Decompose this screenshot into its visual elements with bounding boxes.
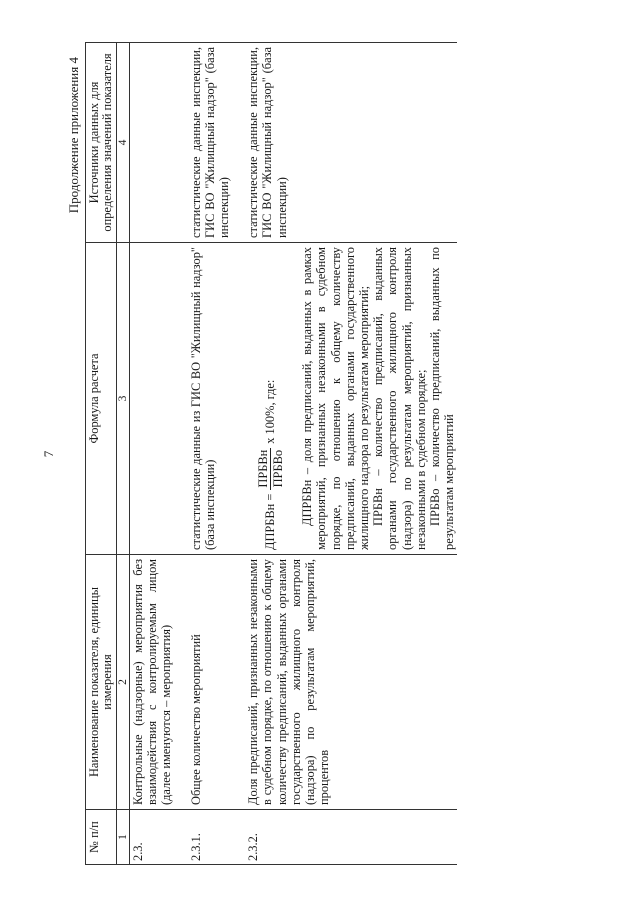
formula	[250, 247, 290, 550]
formula-denominator: ПРБВо	[270, 449, 285, 488]
column-numbers-row	[117, 43, 130, 865]
row-number: 2.3.2.	[232, 810, 457, 865]
formula-fraction	[256, 448, 285, 490]
table-row	[232, 43, 457, 865]
table-row	[130, 43, 175, 865]
appendix-caption: Продолжение приложения 4	[66, 57, 81, 214]
header-formula: Формула расчета	[86, 243, 117, 555]
row-number: 2.3.	[130, 810, 175, 865]
page-number: 7	[41, 450, 56, 458]
header-number: № п/п	[86, 810, 117, 865]
column-number: 1	[117, 810, 130, 865]
rotated-page-content	[47, 35, 487, 865]
table-header-row	[86, 43, 117, 865]
formula-numerator: ПРБВн	[255, 449, 270, 488]
indicator-name: Доля предписаний, признанных незаконными в судебном порядке, по отношению к общему количеству предписаний, выданных органами государственного жилищного контроля (надзора) по результатам мероприятий, процентов	[232, 555, 457, 810]
table-row	[175, 43, 233, 865]
formula-definition: ДПРБВн – доля предписаний, выданных в рамках мероприятий, признанных незаконными в судебном порядке, по отношению к общему количеству предписаний, выданных органами государственного жилищного надзора по результатам мероприятий;	[300, 247, 372, 550]
formula-rhs: х 100%, где:	[263, 379, 278, 444]
formula-lhs: ДПРБВн =	[263, 493, 278, 550]
source-cell: статистические данные инспекции, ГИС ВО "Жилищный надзор" (база инспекции)	[232, 43, 457, 243]
formula-cell: статистические данные из ГИС ВО "Жилищный надзор" (база инспекции)	[175, 243, 233, 555]
column-number: 2	[117, 555, 130, 810]
column-number: 4	[117, 43, 130, 243]
header-data-source: Источники данных для определения значений показателя	[86, 43, 117, 243]
indicators-table	[85, 42, 457, 865]
formula-definition: ПРБВо – количество предписаний, выданных по результатам мероприятий	[428, 247, 457, 550]
header-indicator-name: Наименование показателя, единицы измерения	[86, 555, 117, 810]
column-number: 3	[117, 243, 130, 555]
source-cell	[130, 43, 175, 243]
formula-cell	[130, 243, 175, 555]
indicator-name: Контрольные (надзорные) мероприятия без взаимодействия с контролируемым лицом (далее именуются – мероприятия)	[130, 555, 175, 810]
row-number: 2.3.1.	[175, 810, 233, 865]
formula-cell	[232, 243, 457, 555]
source-cell: статистические данные инспекции, ГИС ВО "Жилищный надзор" (база инспекции)	[175, 43, 233, 243]
indicator-name: Общее количество мероприятий	[175, 555, 233, 810]
formula-definition: ПРБВн – количество предписаний, выданных органами государственного жилищного контроля (надзора) по результатам мероприятий, признанных незаконными в судебном порядке;	[371, 247, 428, 550]
